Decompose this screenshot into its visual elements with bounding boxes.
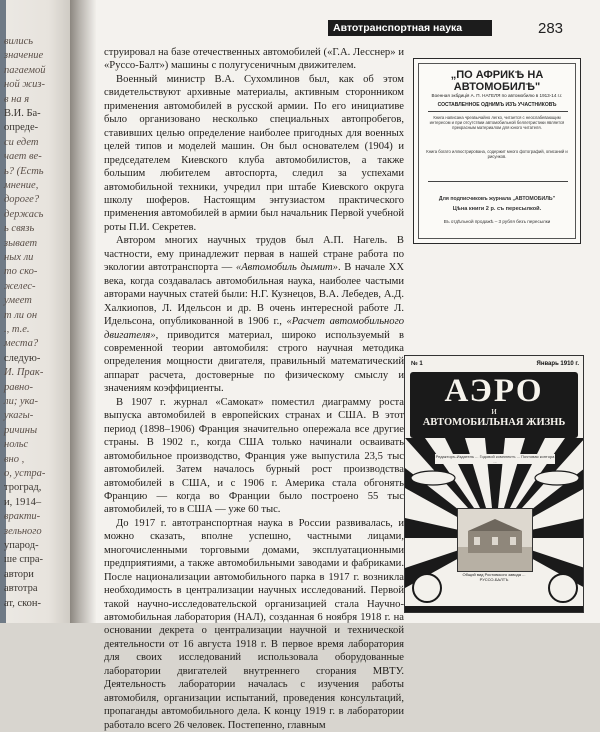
left-page-fragment: ., т.е. xyxy=(4,324,30,335)
left-page-fragment: ричины xyxy=(4,424,38,436)
left-page-fragment: то ско- xyxy=(4,266,38,278)
magazine-cover-image xyxy=(404,355,584,613)
paragraph-2: Военный министр В.А. Сухомлинов был, как об этом свидетельствуют архивные материалы, активным сторонником применения автомобилей в русской армии. По его инициативе было организовано несколько специальных автопробегов, ставивших целью определение наиболее пригодных для военных целей типов и моделей машин. Он был основателем (1904) и председателем Киевского клуба автомобилистов, а также большим любителем автоспорта, следил за успехами автомобильной техники, учредил при штабе Киевского округа школу шоферов. Настоящим энтузиастом практического применения автомобилей в армии был начальник Первой учебной роты П.И. Секретев. xyxy=(104,73,404,233)
paragraph-5: До 1917 г. автотранспортная наука в России развивалась, и можно сказать, вполне успешно, частными лицами, многочисленными торговыми домами, эксплуатационными предприятиями, а также автомобильными заводами и фабриками. После национализации автомобильного парка в 1917 г. возникла необходимость в централизации научных исследований. Первой такой научно-исследовательской организацией стала Научно-автомобильная лаборатория (НАЛ), созданная 6 ноября 1918 г. на основании декрета о централизации научной и технической деятельности от 16 августа 1918 г. В первое время лаборатория для своих исследований использовала оборудованные лаборатории двигателей внутреннего сгорания МВТУ. Деятельность лаборатории началась с изучения работы автомобиля, организации испытаний, проведения консультаций, пропаганды автомобильного дела. К концу 1919 г. в лаборатории работало всего 26 человек. Постепенно, главным xyxy=(104,517,404,731)
left-page-fragment: равно- xyxy=(4,381,34,393)
cover-top-line xyxy=(411,361,579,367)
left-page-fragment: чает ве- xyxy=(4,151,42,163)
left-page-fragment: нольс xyxy=(4,439,29,451)
left-page-fragment: места? xyxy=(4,338,39,350)
left-page-fragment: автори xyxy=(4,568,34,580)
left-page-fragment: вракти- xyxy=(4,511,41,523)
cover-factory-photo xyxy=(457,508,533,572)
cover-title-main: АЭРО xyxy=(444,373,544,409)
left-page-fragment: о, устра- xyxy=(4,468,46,479)
left-page-fragment: дорогe? xyxy=(4,194,40,206)
paragraph-4: В 1907 г. журнал «Самокат» поместил диаграмму роста выпуска автомобилей в европейских странах и США. В этот период (1898–1906) Франция значительно опережала все другие страны. В 1902 г., когда США только начинали осваивать автомобильное производство, Франция уже выпустила 23,5 тыс автомобилей. Затем началось бурный рост производства автомобилей в США, и с 1906 г. Америка стала обгонять Францию — когда во Франции было построено 55 тыс автомобилей, то в США — уже 60 тыс. xyxy=(104,396,404,516)
left-page-fragment: т ли он xyxy=(4,309,38,321)
left-page-fragment: держась xyxy=(4,208,44,220)
advertisement-subtitle: Военная экбдиція А. П. НАГЕЛЯ по автомобилю в 1913-14 г.г. xyxy=(431,93,563,98)
left-page-fragment: следую- xyxy=(4,352,41,364)
paragraph-3-italic-title-2: «Расчет автомобильного двигателя» xyxy=(104,316,404,341)
left-page-fragment: ше спра- xyxy=(4,554,44,566)
cover-publisher-info: Редакторъ-Издатель ... Годовой комплектъ ... Почтовая контора ... xyxy=(435,454,555,464)
cover-title-sub: АВТОМОБИЛЬНАЯ ЖИЗНЬ xyxy=(422,417,566,428)
book-gutter xyxy=(70,0,96,623)
left-page-fragment: ь? (Есть xyxy=(4,165,44,177)
left-page-fragment: желес- xyxy=(4,280,36,292)
main-body-text xyxy=(104,46,404,732)
paragraph-3-text-c: , приводится материал, широко используемый в современной теории автомобиля: строго научная методика определения мощности двигателя, правильный математический аппарат расчета, достоверные по физическому смыслу и значениям коэффициенты. xyxy=(104,329,404,395)
left-page-fragment: вно , xyxy=(4,453,25,465)
paragraph-1: струировал на базе отечественных автомобилей («Г.А. Лесснер» и «Руссо-Балт») машины с полугусеничным движителем. xyxy=(104,47,404,72)
running-header-title: Автотранспортная наука xyxy=(333,22,463,34)
cover-issue-number: № 1 xyxy=(411,361,423,367)
left-page-fragment: И. Прак- xyxy=(4,367,44,379)
advertisement-subscribers: Для подписчиковъ журнала „АВТОМОБИЛЬ" xyxy=(438,196,556,202)
left-page-fragment: ат, скон- xyxy=(4,597,42,609)
left-page-fragment: в на я xyxy=(4,93,30,105)
left-page-fragment: ли; ука- xyxy=(4,396,39,407)
advertisement-retail-price: Въ отдѣльной продажѣ – 3 рубля безъ пересылки xyxy=(443,219,551,224)
advertisement-price: Цѣна книги 2 р. съ пересылкой. xyxy=(452,206,542,212)
left-page-fragment: укагы- xyxy=(4,410,34,422)
book-advertisement xyxy=(413,58,581,244)
left-page-fragment: зельного xyxy=(4,525,42,537)
left-page-fragment: значение xyxy=(4,50,44,62)
advertisement-divider-2 xyxy=(428,181,568,182)
left-page-fragment: зывает xyxy=(4,237,38,249)
factory-photo-drawing xyxy=(458,509,532,571)
left-page-fragment: автотра xyxy=(4,583,38,595)
left-page-fragment: В.И. Ба- xyxy=(4,108,41,119)
left-page-fragment: опреде- xyxy=(4,122,39,134)
left-page-fragment: мнение, xyxy=(4,180,39,191)
paragraph-3-text-b: . В начале XX века, когда создавалась автомобильная наука, наиболее частыми авторами научных статей были: Н.Г. Кузнецов, В.А. Лебедев, А.Д. Халкиопов, Л. Идельсон и др. В очень интересной работе Л. Идельсона, опубликованной в 1906 г., xyxy=(104,262,404,328)
left-page-fragment: вились xyxy=(4,36,34,47)
left-page-fragment: умеет xyxy=(4,295,32,307)
left-page-fragment: троград, xyxy=(4,482,42,494)
left-page-fragment: ной жиз- xyxy=(4,79,45,91)
paragraph-3-text-a: Автором многих научных трудов был А.П. Нагель. В частности, ему принадлежит первая в нашей стране работа по экологии автотранспорта — xyxy=(104,235,404,274)
left-page-fragment: ных ли xyxy=(4,252,34,263)
left-page-fragment: пагаемой xyxy=(4,64,46,76)
cover-photo-caption: Общий вид Ростовского завода ... РУССО-БАЛТЪ xyxy=(462,572,526,582)
left-page-edge xyxy=(0,0,70,623)
paragraph-3 xyxy=(104,234,404,395)
left-page-fragment: упарод- xyxy=(4,540,39,551)
paragraph-3-italic-title-1: «Автомобиль дымит» xyxy=(235,262,338,274)
left-page-fragment: и, 1914– xyxy=(4,496,42,508)
advertisement-description-2: Книга богато иллюстрирована, содержит много фотографий, описаний и рисунков. xyxy=(426,149,568,160)
page-number: 283 xyxy=(538,20,564,37)
advertisement-divider xyxy=(428,111,568,112)
advertisement-compiled-by: СОСТАВЛЕННОЕ ОДНИМЪ ИЗЪ УЧАСТНИКОВЪ xyxy=(437,102,557,108)
left-page-fragment: ь связь xyxy=(4,223,35,235)
cover-date: Январь 1910 г. xyxy=(536,361,579,367)
advertisement-title: „ПО АФРИКѢ НА АВТОМОБИЛѢ" xyxy=(450,69,544,93)
cover-title-and: и xyxy=(491,406,497,417)
advertisement-description: Книга написана чрезвычайно легко, читается с неослабевающим интересом и при отсутствии автомобильной беллетристики является прекрасным материалом для юного читателя. xyxy=(429,115,565,131)
left-page-fragment: си едет xyxy=(4,136,39,148)
